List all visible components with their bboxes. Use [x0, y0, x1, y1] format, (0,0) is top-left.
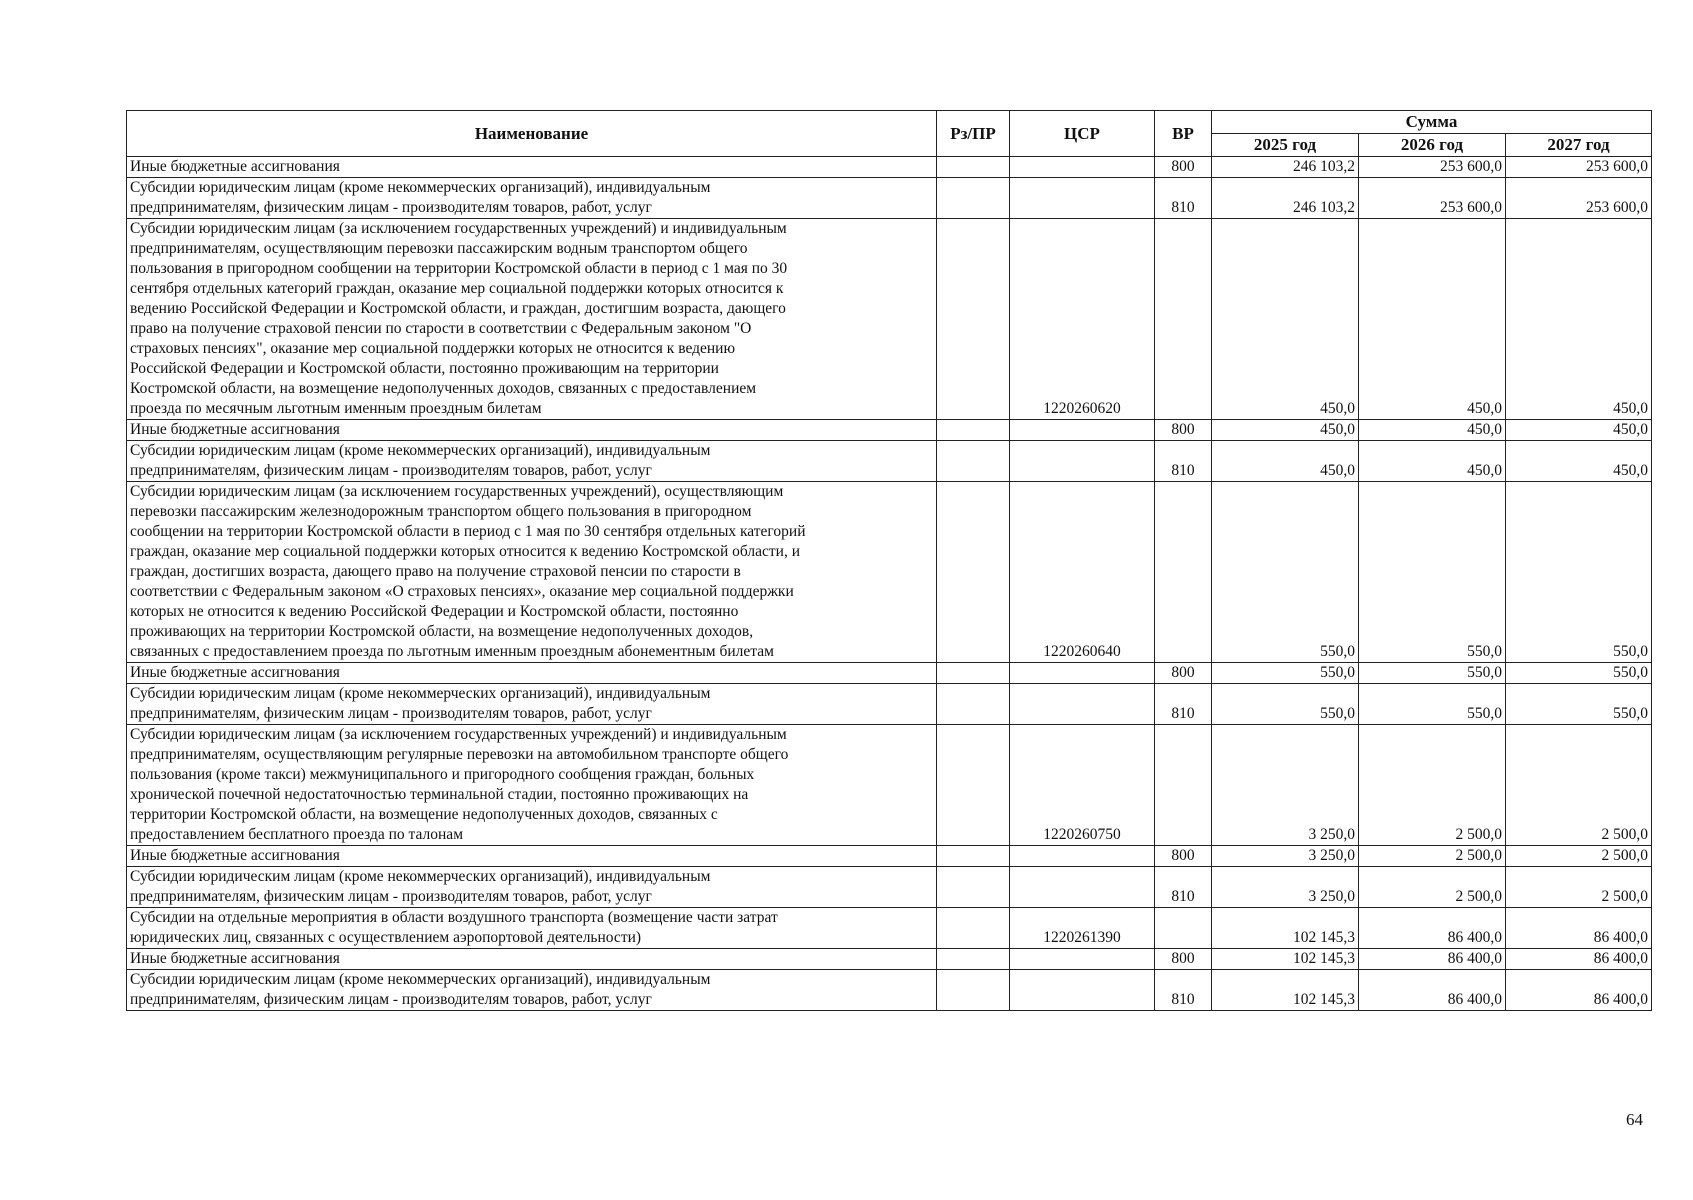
cell-rzpr [937, 219, 1010, 420]
cell-2025: 102 145,3 [1212, 908, 1359, 949]
cell-csr: 1220260640 [1010, 482, 1155, 663]
cell-2025: 246 103,2 [1212, 157, 1359, 178]
table-row [127, 420, 1652, 441]
cell-vr: 800 [1155, 420, 1212, 441]
cell-csr [1010, 157, 1155, 178]
cell-2025: 3 250,0 [1212, 846, 1359, 867]
table-row [127, 908, 1652, 949]
table-row [127, 482, 1652, 663]
cell-2026: 550,0 [1359, 684, 1506, 725]
cell-2026: 550,0 [1359, 663, 1506, 684]
cell-2025: 3 250,0 [1212, 725, 1359, 846]
cell-csr [1010, 684, 1155, 725]
cell-2026: 2 500,0 [1359, 725, 1506, 846]
cell-2026: 253 600,0 [1359, 157, 1506, 178]
cell-name: Субсидии юридическим лицам (кроме некоммерческих организаций), индивидуальным предпринимателям, физическим лицам - производителям товаров, работ, услуг [127, 970, 937, 1011]
cell-2025: 102 145,3 [1212, 970, 1359, 1011]
cell-rzpr [937, 846, 1010, 867]
cell-rzpr [937, 441, 1010, 482]
cell-2027: 450,0 [1506, 420, 1652, 441]
header-csr: ЦСР [1010, 111, 1155, 157]
cell-rzpr [937, 949, 1010, 970]
cell-name: Иные бюджетные ассигнования [127, 949, 937, 970]
header-sum: Сумма [1212, 111, 1652, 134]
header-name: Наименование [127, 111, 937, 157]
cell-vr: 810 [1155, 178, 1212, 219]
cell-2026: 450,0 [1359, 441, 1506, 482]
cell-2025: 550,0 [1212, 684, 1359, 725]
cell-csr [1010, 949, 1155, 970]
cell-2025: 450,0 [1212, 420, 1359, 441]
cell-2027: 550,0 [1506, 663, 1652, 684]
cell-2025: 550,0 [1212, 663, 1359, 684]
cell-vr: 810 [1155, 970, 1212, 1011]
cell-2026: 550,0 [1359, 482, 1506, 663]
table-row [127, 219, 1652, 420]
table-row [127, 684, 1652, 725]
cell-name: Иные бюджетные ассигнования [127, 157, 937, 178]
cell-csr: 1220261390 [1010, 908, 1155, 949]
cell-2027: 550,0 [1506, 482, 1652, 663]
cell-vr: 810 [1155, 684, 1212, 725]
cell-csr [1010, 441, 1155, 482]
cell-name: Иные бюджетные ассигнования [127, 663, 937, 684]
cell-rzpr [937, 663, 1010, 684]
table-row [127, 157, 1652, 178]
cell-name: Субсидии юридическим лицам (кроме некоммерческих организаций), индивидуальным предпринимателям, физическим лицам - производителям товаров, работ, услуг [127, 441, 937, 482]
header-rzpr: Рз/ПР [937, 111, 1010, 157]
cell-2027: 253 600,0 [1506, 157, 1652, 178]
cell-rzpr [937, 178, 1010, 219]
cell-rzpr [937, 684, 1010, 725]
cell-name: Субсидии юридическим лицам (кроме некоммерческих организаций), индивидуальным предпринимателям, физическим лицам - производителям товаров, работ, услуг [127, 867, 937, 908]
cell-rzpr [937, 867, 1010, 908]
cell-2025: 102 145,3 [1212, 949, 1359, 970]
table-row [127, 846, 1652, 867]
table-row [127, 725, 1652, 846]
header-row [127, 111, 1652, 134]
cell-name: Субсидии юридическим лицам (кроме некоммерческих организаций), индивидуальным предпринимателям, физическим лицам - производителям товаров, работ, услуг [127, 684, 937, 725]
cell-2027: 2 500,0 [1506, 725, 1652, 846]
cell-vr: 800 [1155, 846, 1212, 867]
cell-vr: 800 [1155, 157, 1212, 178]
cell-2026: 86 400,0 [1359, 970, 1506, 1011]
budget-table [126, 110, 1652, 1011]
cell-vr: 800 [1155, 949, 1212, 970]
table-row [127, 867, 1652, 908]
cell-name: Иные бюджетные ассигнования [127, 420, 937, 441]
cell-2027: 86 400,0 [1506, 908, 1652, 949]
cell-name: Субсидии на отдельные мероприятия в области воздушного транспорта (возмещение части затрат юридических лиц, связанных с осуществлением аэропортовой деятельности) [127, 908, 937, 949]
table-row [127, 441, 1652, 482]
cell-2026: 450,0 [1359, 420, 1506, 441]
cell-2026: 450,0 [1359, 219, 1506, 420]
header-2026: 2026 год [1359, 134, 1506, 157]
cell-csr: 1220260750 [1010, 725, 1155, 846]
table-row [127, 949, 1652, 970]
cell-2027: 253 600,0 [1506, 178, 1652, 219]
cell-2027: 86 400,0 [1506, 970, 1652, 1011]
table-row [127, 178, 1652, 219]
cell-vr: 810 [1155, 441, 1212, 482]
cell-2026: 86 400,0 [1359, 908, 1506, 949]
cell-2025: 550,0 [1212, 482, 1359, 663]
cell-csr [1010, 846, 1155, 867]
cell-name: Субсидии юридическим лицам (за исключением государственных учреждений) и индивидуальным предпринимателям, осуществляющим регулярные перевозки на автомобильном транспорте общего пользования (кроме такси) межмуниципального и пригородного сообщения граждан, больных хронической почечной недостаточностью терминальной стадии, постоянно проживающих на территории Костромской области, на возмещение недополученных доходов, связанных с предоставлением бесплатного проезда по талонам [127, 725, 937, 846]
cell-rzpr [937, 157, 1010, 178]
cell-2027: 450,0 [1506, 219, 1652, 420]
cell-2026: 2 500,0 [1359, 867, 1506, 908]
page-number: 64 [1626, 1110, 1643, 1129]
cell-rzpr [937, 420, 1010, 441]
cell-2027: 2 500,0 [1506, 846, 1652, 867]
table-row [127, 663, 1652, 684]
table-row [127, 970, 1652, 1011]
cell-csr [1010, 970, 1155, 1011]
cell-2026: 253 600,0 [1359, 178, 1506, 219]
cell-vr: 800 [1155, 663, 1212, 684]
cell-2026: 2 500,0 [1359, 846, 1506, 867]
cell-name: Субсидии юридическим лицам (кроме некоммерческих организаций), индивидуальным предпринимателям, физическим лицам - производителям товаров, работ, услуг [127, 178, 937, 219]
cell-csr [1010, 663, 1155, 684]
cell-csr [1010, 178, 1155, 219]
cell-vr [1155, 482, 1212, 663]
cell-rzpr [937, 908, 1010, 949]
header-2025: 2025 год [1212, 134, 1359, 157]
cell-vr [1155, 219, 1212, 420]
table-body [127, 157, 1652, 1011]
cell-2026: 86 400,0 [1359, 949, 1506, 970]
cell-2025: 450,0 [1212, 441, 1359, 482]
cell-name: Субсидии юридическим лицам (за исключением государственных учреждений), осуществляющим перевозки пассажирским железнодорожным транспортом общего пользования в пригородном сообщении на территории Костромской области в период с 1 мая по 30 сентября отдельных категорий граждан, оказание мер социальной поддержки которых относится к ведению Костромской области, и граждан, достигших возраста, дающего право на получение страховой пенсии по старости в соответствии с Федеральным законом «О страховых пенсиях», оказание мер социальной поддержки которых не относится к ведению Российской Федерации и Костромской области, постоянно проживающих на территории Костромской области, на возмещение недополученных доходов, связанных с предоставлением проезда по льготным именным проездным абонементным билетам [127, 482, 937, 663]
cell-csr [1010, 867, 1155, 908]
cell-2025: 246 103,2 [1212, 178, 1359, 219]
cell-2027: 2 500,0 [1506, 867, 1652, 908]
cell-rzpr [937, 482, 1010, 663]
cell-name: Иные бюджетные ассигнования [127, 846, 937, 867]
cell-vr [1155, 908, 1212, 949]
cell-vr: 810 [1155, 867, 1212, 908]
cell-csr: 1220260620 [1010, 219, 1155, 420]
cell-csr [1010, 420, 1155, 441]
cell-rzpr [937, 725, 1010, 846]
cell-rzpr [937, 970, 1010, 1011]
cell-2027: 86 400,0 [1506, 949, 1652, 970]
header-2027: 2027 год [1506, 134, 1652, 157]
header-vr: ВР [1155, 111, 1212, 157]
cell-2025: 450,0 [1212, 219, 1359, 420]
cell-name: Субсидии юридическим лицам (за исключением государственных учреждений) и индивидуальным предпринимателям, осуществляющим перевозки пассажирским водным транспортом общего пользования в пригородном сообщении на территории Костромской области в период с 1 мая по 30 сентября отдельных категорий граждан, оказание мер социальной поддержки которых относится к ведению Российской Федерации и Костромской области, и граждан, достигшим возраста, дающего право на получение страховой пенсии по старости в соответствии с Федеральным законом "О страховых пенсиях", оказание мер социальной поддержки которых не относится к ведению Российской Федерации и Костромской области, постоянно проживающим на территории Костромской области, на возмещение недополученных доходов, связанных с предоставлением проезда по месячным льготным именным проездным билетам [127, 219, 937, 420]
cell-2027: 550,0 [1506, 684, 1652, 725]
cell-2027: 450,0 [1506, 441, 1652, 482]
cell-vr [1155, 725, 1212, 846]
cell-2025: 3 250,0 [1212, 867, 1359, 908]
